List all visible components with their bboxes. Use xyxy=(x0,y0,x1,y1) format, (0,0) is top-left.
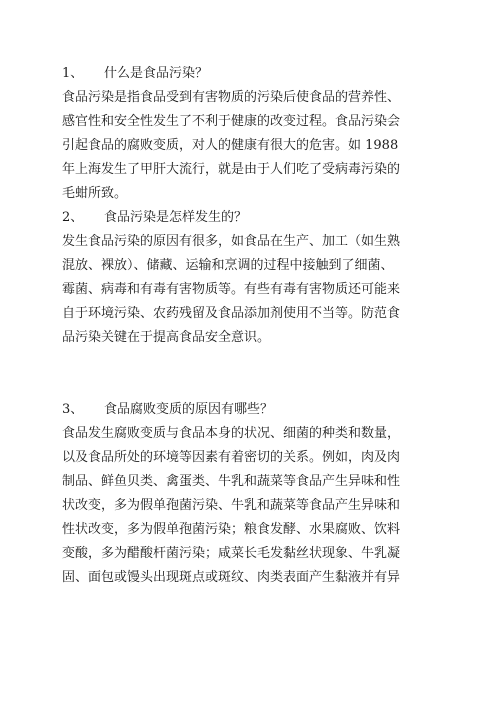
paragraph-line: 状改变，多为假单孢菌污染、牛乳和蔬菜等食品产生异味和 xyxy=(62,498,401,513)
paragraph-line: 变酸，多为醋酸杆菌污染；咸菜长毛发黏丝状现象、牛乳凝 xyxy=(62,546,401,561)
paragraph-line: 品污染关键在于提高食品安全意识。 xyxy=(62,330,271,345)
paragraph-line: 食品发生腐败变质与食品本身的状况、细菌的种类和数量， xyxy=(62,426,401,441)
section-1-paragraph xyxy=(62,86,434,206)
paragraph-line: 混放、裸放）、储藏、运输和烹调的过程中接触到了细菌、 xyxy=(62,258,394,273)
paragraph-line: 毛蚶所致。 xyxy=(62,186,128,201)
section-2-heading xyxy=(62,206,434,230)
section-1-question: 什么是食品污染？ xyxy=(104,66,209,81)
section-2-paragraph xyxy=(62,230,434,350)
paragraph-line: 年上海发生了甲肝大流行，就是由于人们吃了受病毒污染的 xyxy=(62,162,401,177)
section-3-question: 食品腐败变质的原因有哪些？ xyxy=(104,402,274,417)
section-2-number: 2、 xyxy=(62,210,84,225)
paragraph-line: 食品污染是指食品受到有害物质的污染后使食品的营养性、 xyxy=(62,90,401,105)
document-page xyxy=(62,62,434,590)
paragraph-line: 性状改变，多为假单孢菌污染；粮食发酵、水果腐败、饮料 xyxy=(62,522,401,537)
paragraph-line: 以及食品所处的环境等因素有着密切的关系。例如，肉及肉 xyxy=(62,450,401,465)
section-spacer xyxy=(62,350,434,398)
paragraph-line: 固、面包或馒头出现斑点或斑纹、肉类表面产生黏液并有异 xyxy=(62,570,401,585)
paragraph-line: 制品、鲜鱼贝类、禽蛋类、牛乳和蔬菜等食品产生异味和性 xyxy=(62,474,401,489)
section-2-question: 食品污染是怎样发生的？ xyxy=(104,210,248,225)
section-1-number: 1、 xyxy=(62,66,84,81)
paragraph-line: 感官性和安全性发生了不利于健康的改变过程。食品污染会 xyxy=(62,114,401,129)
paragraph-line: 引起食品的腐败变质，对人的健康有很大的危害。如 1988 xyxy=(62,138,399,153)
section-1-heading xyxy=(62,62,434,86)
paragraph-line: 自于环境污染、农药残留及食品添加剂使用不当等。防范食 xyxy=(62,306,401,321)
section-3-number: 3、 xyxy=(62,402,84,417)
paragraph-line: 发生食品污染的原因有很多，如食品在生产、加工（如生熟 xyxy=(62,234,401,249)
paragraph-line: 霉菌、病毒和有毒有害物质等。有些有毒有害物质还可能来 xyxy=(62,282,401,297)
section-3-heading xyxy=(62,398,434,422)
section-3-paragraph xyxy=(62,422,434,590)
